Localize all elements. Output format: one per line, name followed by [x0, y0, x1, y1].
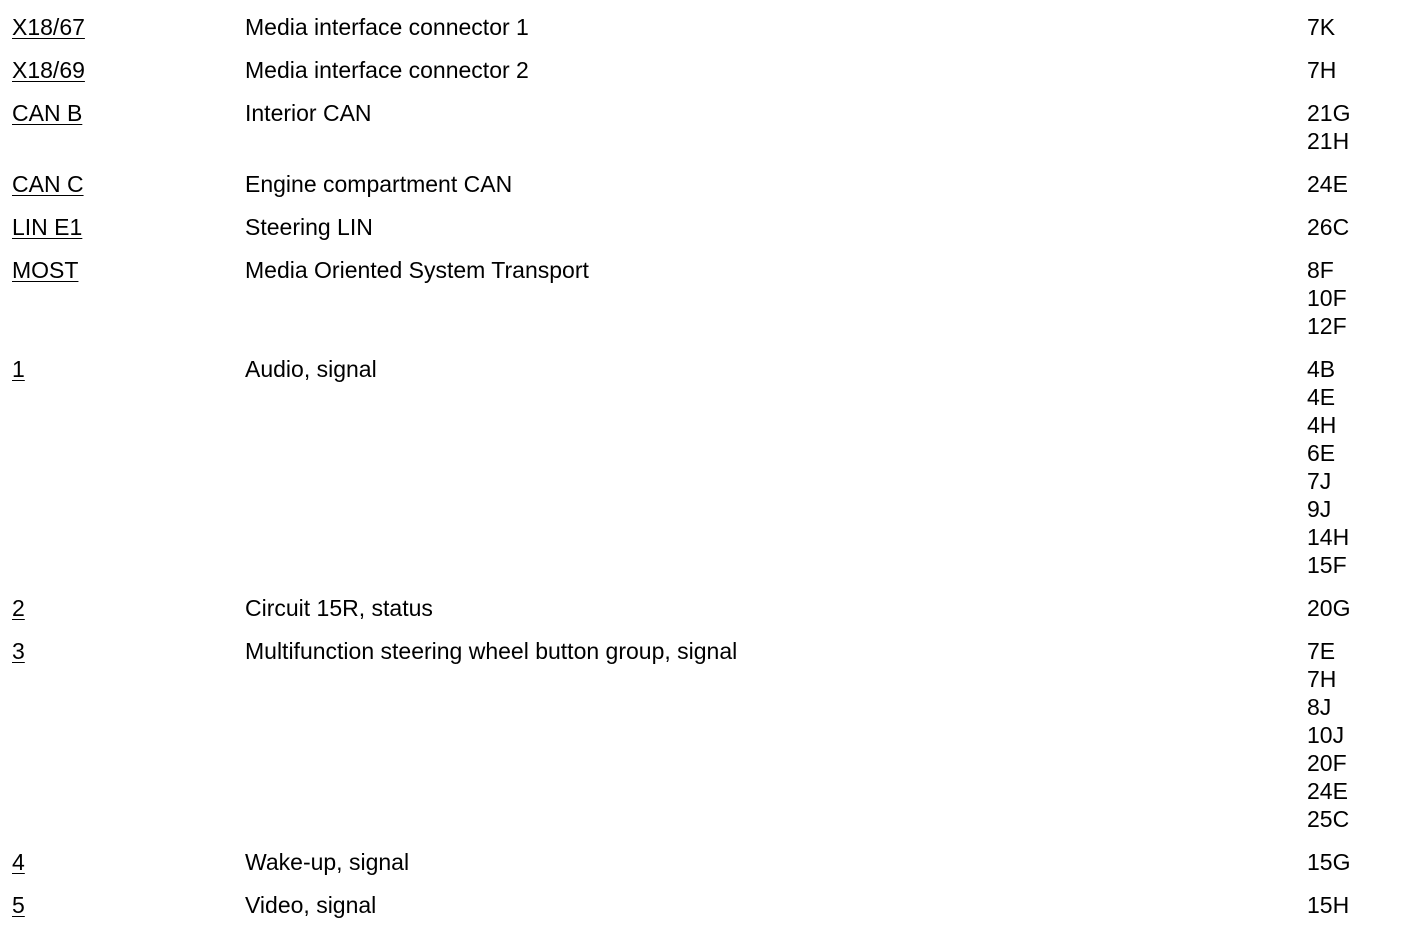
- legend-refs: [1307, 99, 1350, 155]
- grid-ref: 15F: [1307, 552, 1347, 578]
- legend-code-link[interactable]: X18/69: [12, 57, 85, 83]
- legend-row: [12, 594, 1392, 622]
- grid-ref: 15G: [1307, 849, 1351, 875]
- legend-row: [12, 56, 1392, 84]
- legend-code-link[interactable]: 1: [12, 356, 25, 382]
- legend-refs: [1307, 355, 1349, 579]
- legend-description: Wake-up, signal: [245, 849, 410, 875]
- legend-row: [12, 891, 1392, 919]
- grid-ref: 8J: [1307, 694, 1332, 720]
- grid-ref: 4B: [1307, 356, 1336, 382]
- legend-row: [12, 848, 1392, 876]
- grid-ref: 7J: [1307, 468, 1332, 494]
- grid-ref: 20G: [1307, 595, 1351, 621]
- legend-description: Media Oriented System Transport: [245, 257, 589, 283]
- grid-ref: 15H: [1307, 892, 1350, 918]
- legend-description: Steering LIN: [245, 214, 373, 240]
- legend-refs: [1307, 848, 1350, 876]
- grid-ref: 9J: [1307, 496, 1332, 522]
- legend-description: Multifunction steering wheel button group, signal: [245, 638, 738, 664]
- legend-refs: [1307, 13, 1335, 41]
- grid-ref: 24E: [1307, 778, 1348, 804]
- legend-row: [12, 256, 1392, 340]
- legend-description: Media interface connector 1: [245, 14, 529, 40]
- grid-ref: 25C: [1307, 806, 1350, 832]
- legend-description: Media interface connector 2: [245, 57, 529, 83]
- legend-code-link[interactable]: LIN E1: [12, 214, 83, 240]
- grid-ref: 6E: [1307, 440, 1336, 466]
- legend-description: Video, signal: [245, 892, 377, 918]
- grid-ref: 10F: [1307, 285, 1347, 311]
- grid-ref: 14H: [1307, 524, 1350, 550]
- grid-ref: 10J: [1307, 722, 1345, 748]
- legend-refs: [1307, 213, 1349, 241]
- legend-code-link[interactable]: 5: [12, 892, 25, 918]
- legend-refs: [1307, 891, 1349, 919]
- grid-ref: 4H: [1307, 412, 1337, 438]
- grid-ref: 12F: [1307, 313, 1347, 339]
- grid-ref: 21H: [1307, 128, 1350, 154]
- grid-ref: 8F: [1307, 257, 1334, 283]
- legend-refs: [1307, 594, 1350, 622]
- legend-code-link[interactable]: 3: [12, 638, 25, 664]
- legend-code-link[interactable]: X18/67: [12, 14, 85, 40]
- legend-code-link[interactable]: 2: [12, 595, 25, 621]
- grid-ref: 26C: [1307, 214, 1350, 240]
- legend-code-link[interactable]: CAN B: [12, 100, 83, 126]
- legend-code-link[interactable]: CAN C: [12, 171, 84, 197]
- legend-code-link[interactable]: MOST: [12, 257, 79, 283]
- legend-row: [12, 637, 1392, 833]
- grid-ref: 4E: [1307, 384, 1336, 410]
- grid-ref: 7K: [1307, 14, 1336, 40]
- grid-ref: 7H: [1307, 57, 1337, 83]
- legend-description: Engine compartment CAN: [245, 171, 513, 197]
- legend-row: [12, 99, 1392, 155]
- legend-description: Interior CAN: [245, 100, 372, 126]
- legend-refs: [1307, 170, 1348, 198]
- grid-ref: 7E: [1307, 638, 1336, 664]
- legend-table: [12, 13, 1392, 919]
- legend-row: [12, 170, 1392, 198]
- legend-refs: [1307, 637, 1349, 833]
- legend-refs: [1307, 256, 1347, 340]
- legend-row: [12, 13, 1392, 41]
- legend-row: [12, 213, 1392, 241]
- grid-ref: 21G: [1307, 100, 1351, 126]
- legend-code-link[interactable]: 4: [12, 849, 25, 875]
- legend-description: Circuit 15R, status: [245, 595, 433, 621]
- grid-ref: 7H: [1307, 666, 1337, 692]
- legend-row: [12, 355, 1392, 579]
- legend-description: Audio, signal: [245, 356, 377, 382]
- grid-ref: 20F: [1307, 750, 1347, 776]
- grid-ref: 24E: [1307, 171, 1348, 197]
- legend-refs: [1307, 56, 1336, 84]
